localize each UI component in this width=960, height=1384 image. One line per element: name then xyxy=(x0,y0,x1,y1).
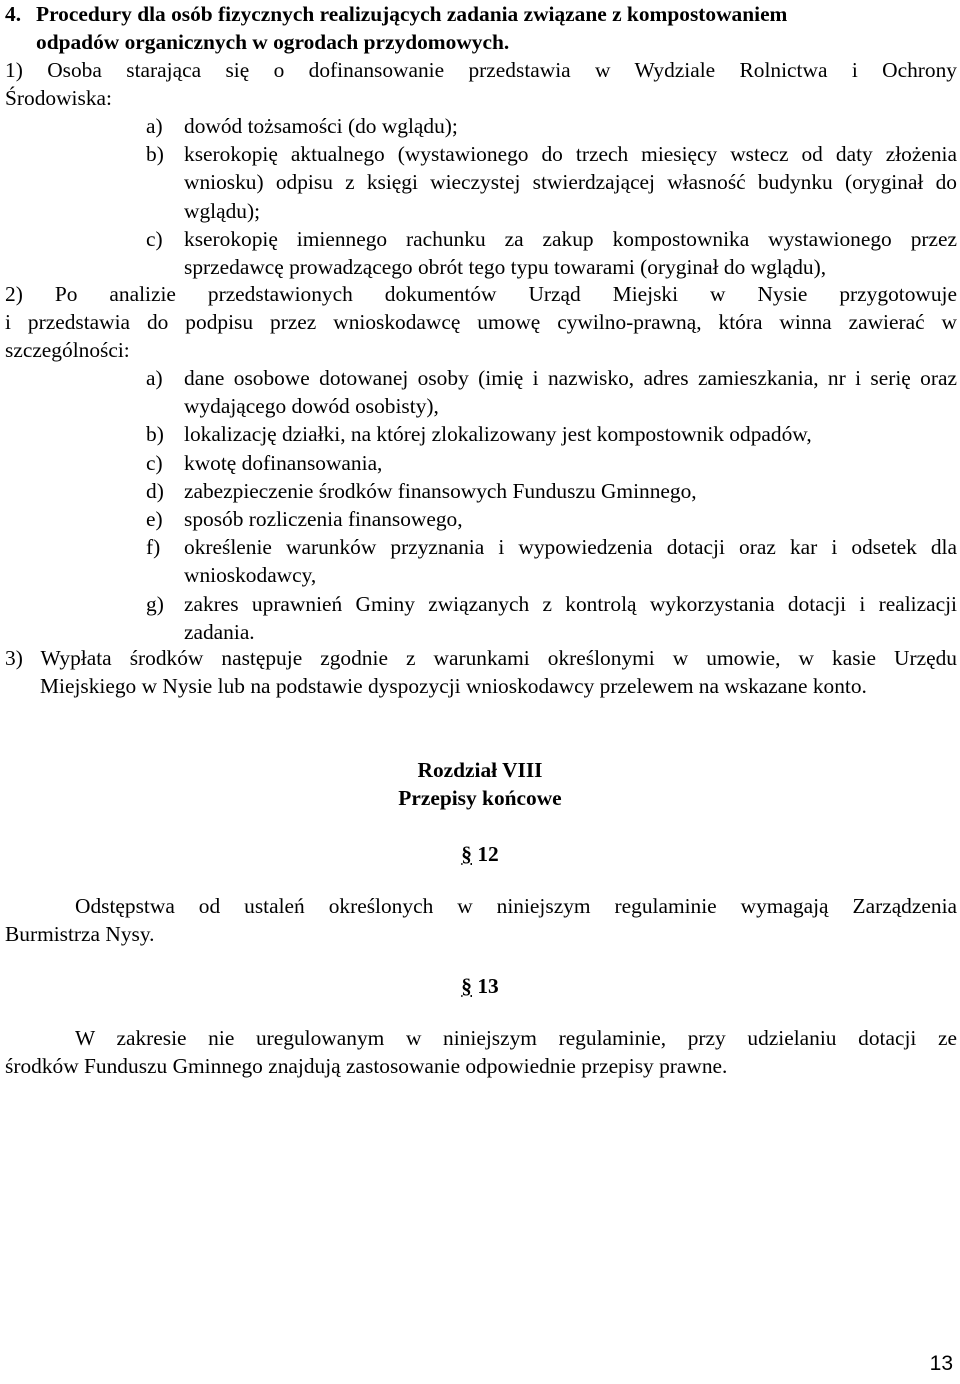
list-item: c) kserokopię imiennego rachunku za zakup kompostownika wystawionego przez sprzedawcę prowadzącego obrót tego typu towarami (oryginał do wglądu), xyxy=(146,226,957,280)
item-2 xyxy=(5,280,957,365)
list-item: a) dowód tożsamości (do wglądu); xyxy=(146,114,458,138)
list-item: a) dane osobowe dotowanej osoby (imię i nazwisko, adres zamieszkania, nr i serię oraz wydającego dowód osobisty), xyxy=(146,366,957,419)
item-2-line1: Po analizie przedstawionych dokumentów Urząd Miejski w Nysie przygotowuje xyxy=(54,282,957,306)
item-3-line1: Wypłata środków następuje zgodnie z warunkami określonymi w umowie, w kasie Urzędu xyxy=(40,646,957,670)
item-1-line1: Osoba starająca się o dofinansowanie przedstawia w Wydziale Rolnictwa i Ochrony xyxy=(47,58,957,82)
item-1-sublist xyxy=(146,112,957,281)
section-title-line2: odpadów organicznych w ogrodach przydomowych. xyxy=(36,30,510,55)
item-3-label: 3) xyxy=(5,646,23,670)
list-item: e) sposób rozliczenia finansowego, xyxy=(146,507,463,532)
item-2-rest: i przedstawia do podpisu przez wnioskodawcę umowę cywilno-prawną, która winna zawierać w szczególności: xyxy=(5,310,957,363)
paragraph-12-heading xyxy=(0,840,960,868)
section-title-line1: Procedury dla osób fizycznych realizujących zadania związane z kompostowaniem xyxy=(36,2,788,26)
list-item: d) zabezpieczenie środków finansowych Funduszu Gminnego, xyxy=(146,478,697,503)
paragraph-13-text: W zakresie nie uregulowanym w niniejszym regulaminie, przy udzielaniu dotacji ze środków Funduszu Gminnego znajdują zastosowanie odpowiednie przepisy prawne. xyxy=(5,1026,957,1079)
item-3-rest: Miejskiego w Nysie lub na podstawie dyspozycji wnioskodawcy przelewem na wskazane konto. xyxy=(40,674,867,699)
item-1 xyxy=(5,56,957,112)
list-item: g) zakres uprawnień Gminy związanych z kontrolą wykorzystania dotacji i realizacji zadania. xyxy=(146,591,957,644)
section-sign: § xyxy=(461,842,472,866)
section-sign: § xyxy=(461,974,472,998)
list-item: f) określenie warunków przyznania i wypowiedzenia dotacji oraz kar i odsetek dla wnioskodawcy, xyxy=(146,535,957,588)
list-item: b) lokalizację działki, na której zlokalizowany jest kompostownik odpadów, xyxy=(146,422,812,447)
chapter-number: Rozdział VIII xyxy=(417,758,543,782)
list-item: c) kwotę dofinansowania, xyxy=(146,450,383,475)
page-number: 13 xyxy=(929,1352,953,1375)
paragraph-13-heading xyxy=(0,972,960,1000)
paragraph-12-number: 12 xyxy=(477,842,499,866)
paragraph-12-text: Odstępstwa od ustaleń określonych w niniejszym regulaminie wymagają Zarządzenia Burmistrza Nysy. xyxy=(5,894,957,947)
item-2-label: 2) xyxy=(5,282,23,306)
chapter-title: Przepisy końcowe xyxy=(398,786,562,810)
section-heading xyxy=(5,0,957,56)
paragraph-13-number: 13 xyxy=(477,974,499,998)
item-1-label: 1) xyxy=(5,58,23,82)
section-number: 4. xyxy=(5,2,22,26)
item-1-rest: Środowiska: xyxy=(5,86,112,111)
list-item: b) kserokopię aktualnego (wystawionego do trzech miesięcy wstecz od daty złożenia wniosku) odpisu z księgi wieczystej stwierdzającej własność budynku (oryginał do wglądu); xyxy=(146,142,957,223)
item-2-sublist xyxy=(146,364,957,646)
item-3 xyxy=(5,644,957,700)
